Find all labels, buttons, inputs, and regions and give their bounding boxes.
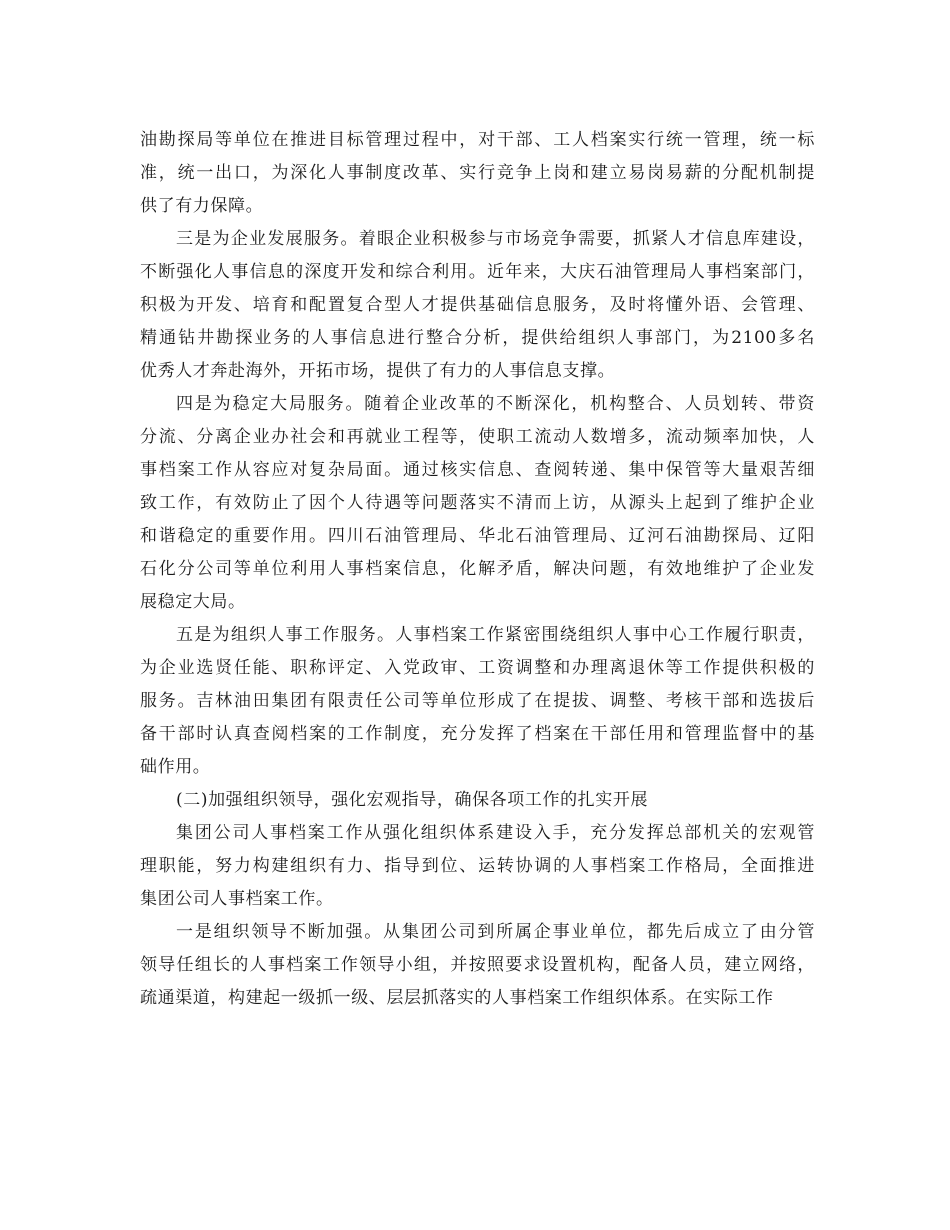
text-line: 分流、分离企业办社会和再就业工程等，使职工流动人数增多，流动频率加快，人 xyxy=(140,427,815,447)
text-line: 事档案工作从容应对复杂局面。通过核实信息、查阅转递、集中保管等大量艰苦细 xyxy=(140,460,815,480)
text-line: 服务。吉林油田集团有限责任公司等单位形成了在提拔、调整、考核干部和选拔后 xyxy=(140,691,815,711)
document-body xyxy=(140,124,815,1015)
text-line: (二)加强组织领导，强化宏观指导，确保各项工作的扎实开展 xyxy=(176,790,649,810)
text-line: 领导任组长的人事档案工作领导小组，并按照要求设置机构，配备人员，建立网络， xyxy=(140,955,815,975)
text-line: 准，统一出口，为深化人事制度改革、实行竞争上岗和建立易岗易薪的分配机制提 xyxy=(140,163,815,183)
text-line: 础作用。 xyxy=(140,757,211,777)
text-line: 集团公司人事档案工作。 xyxy=(140,889,334,909)
text-line: 一是组织领导不断加强。从集团公司到所属企事业单位，都先后成立了由分管 xyxy=(176,922,815,942)
paragraph xyxy=(140,916,815,1015)
text-line: 集团公司人事档案工作从强化组织体系建设入手，充分发挥总部机关的宏观管 xyxy=(176,823,815,843)
paragraph xyxy=(140,817,815,916)
text-line: 三是为企业发展服务。着眼企业积极参与市场竞争需要，抓紧人才信息库建设， xyxy=(176,229,815,249)
text-line: 为企业选贤任能、职称评定、入党政审、工资调整和办理离退休等工作提供积极的 xyxy=(140,658,815,678)
paragraph xyxy=(140,784,815,817)
text-line: 精通钻井勘探业务的人事信息进行整合分析，提供给组织人事部门，为2100多名 xyxy=(140,328,815,348)
text-line: 积极为开发、培育和配置复合型人才提供基础信息服务，及时将懂外语、会管理、 xyxy=(140,295,815,315)
text-line: 优秀人才奔赴海外，开拓市场，提供了有力的人事信息支撑。 xyxy=(140,361,616,381)
text-line: 和谐稳定的重要作用。四川石油管理局、华北石油管理局、辽河石油勘探局、辽阳 xyxy=(140,526,815,546)
text-line: 油勘探局等单位在推进目标管理过程中，对干部、工人档案实行统一管理，统一标 xyxy=(140,130,815,150)
text-line: 致工作，有效防止了因个人待遇等问题落实不清而上访，从源头上起到了维护企业 xyxy=(140,493,815,513)
text-line: 四是为稳定大局服务。随着企业改革的不断深化，机构整合、人员划转、带资 xyxy=(176,394,815,414)
text-line: 不断强化人事信息的深度开发和综合利用。近年来，大庆石油管理局人事档案部门， xyxy=(140,262,815,282)
text-line: 供了有力保障。 xyxy=(140,196,264,216)
paragraph xyxy=(140,619,815,784)
paragraph xyxy=(140,388,815,619)
text-line: 五是为组织人事工作服务。人事档案工作紧密围绕组织人事中心工作履行职责， xyxy=(176,625,815,645)
text-line: 石化分公司等单位利用人事档案信息，化解矛盾，解决问题，有效地维护了企业发 xyxy=(140,559,815,579)
text-line: 理职能，努力构建组织有力、指导到位、运转协调的人事档案工作格局，全面推进 xyxy=(140,856,815,876)
text-line: 展稳定大局。 xyxy=(140,592,246,612)
paragraph xyxy=(140,223,815,388)
text-line: 备干部时认真查阅档案的工作制度，充分发挥了档案在干部任用和管理监督中的基 xyxy=(140,724,815,744)
text-line: 疏通渠道，构建起一级抓一级、层层抓落实的人事档案工作组织体系。在实际工作 xyxy=(140,988,774,1008)
paragraph xyxy=(140,124,815,223)
